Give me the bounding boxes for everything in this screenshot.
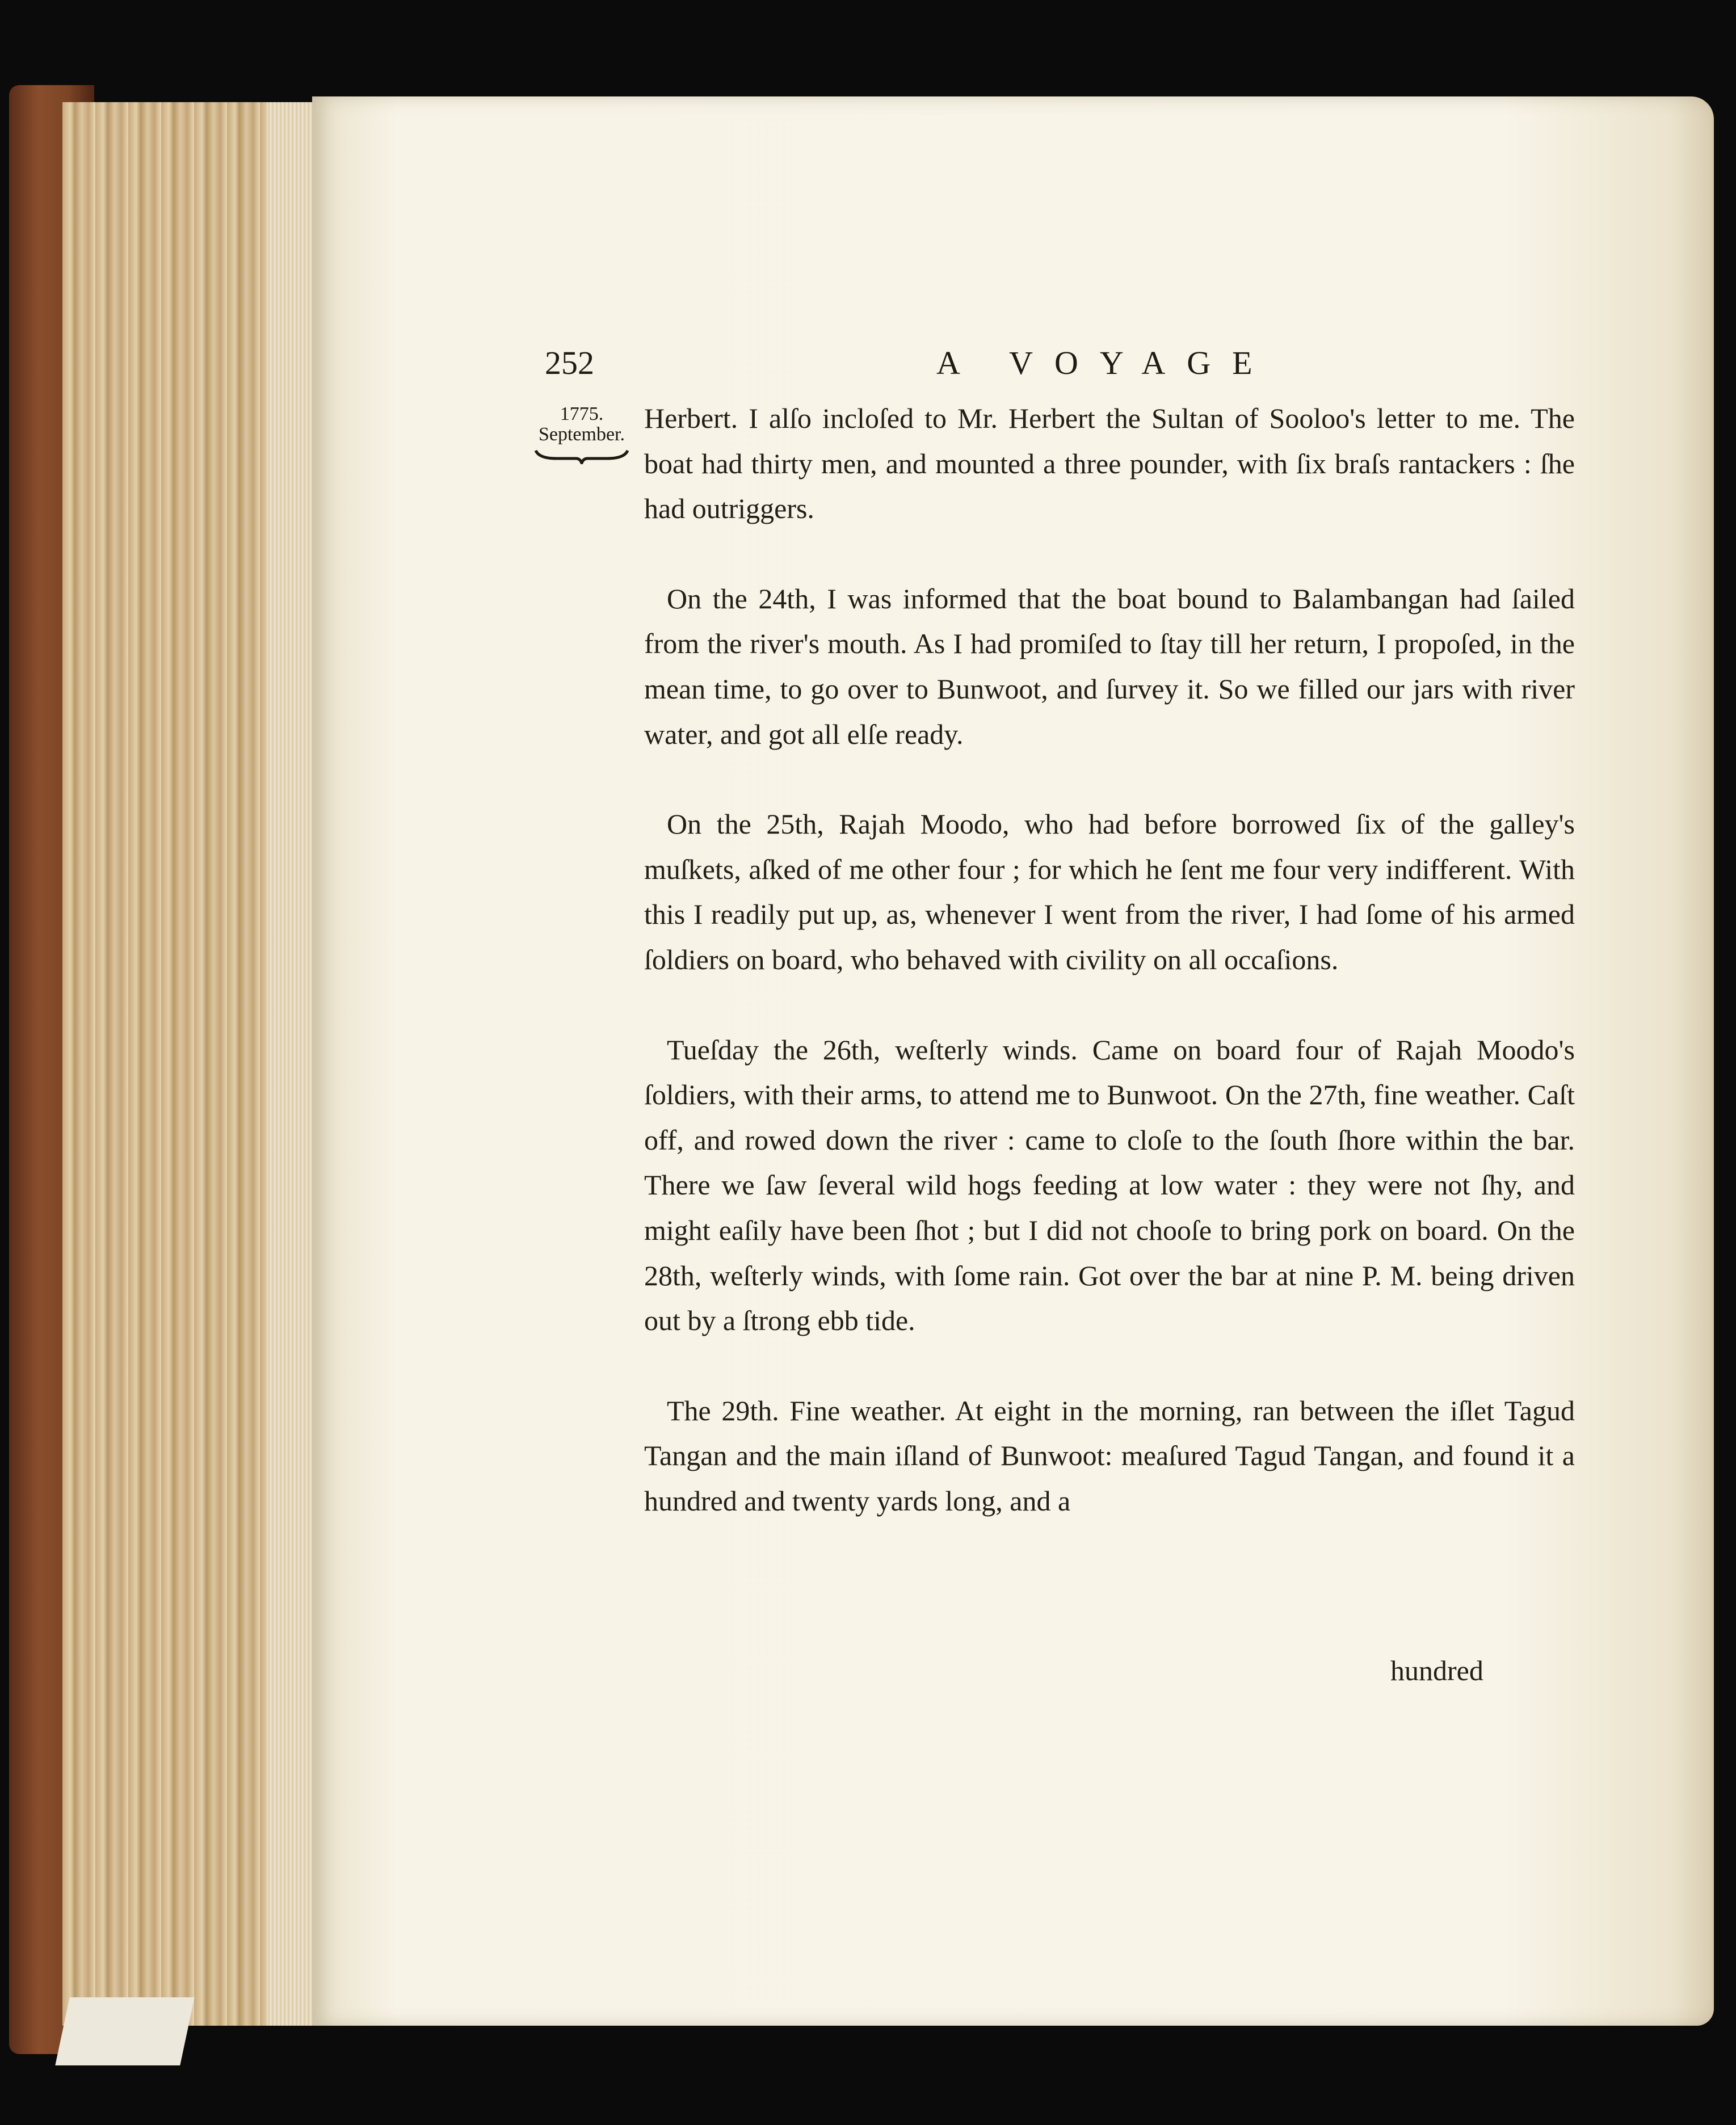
torn-leaf-scrap <box>55 1997 195 2065</box>
curly-brace-icon <box>533 448 630 464</box>
body-text <box>644 396 1575 1568</box>
margin-date-note <box>531 404 633 464</box>
margin-year: 1775. <box>560 403 604 424</box>
catchword: hundred <box>1390 1655 1483 1686</box>
paragraph-3: On the 25th, Rajah Moodo, who had before borrowed ſix of the galley's muſkets, aſked of me other four ; for which he ſent me four very indifferent. With this I readily put up, as, whenever I went from the river, I had ſome of his armed ſoldiers on board, who behaved with civility on all occaſions. <box>644 808 1575 975</box>
paragraph-2: On the 24th, I was informed that the boat bound to Balambangan had ſailed from the river's mouth. As I had promiſed to ſtay till her return, I propoſed, in the mean time, to go over to Bunwoot, and ſurvey it. So we filled our jars with river water, and got all elſe ready. <box>644 582 1575 750</box>
margin-month: September. <box>538 424 625 445</box>
paragraph-1: Herbert. I alſo incloſed to Mr. Herbert the Sultan of Sooloo's letter to me. The boat had thirty men, and mounted a three pounder, with ſix braſs rantackers : ſhe had outriggers. <box>644 402 1575 525</box>
running-title: A VOYAGE <box>936 344 1274 381</box>
page-edges <box>62 102 312 2026</box>
page-number: 252 <box>545 344 594 381</box>
paragraph-4: Tueſday the 26th, weſterly winds. Came on board four of Rajah Moodo's ſoldiers, with their arms, to attend me to Bunwoot. On the 27th, fine weather. Caſt off, and rowed down the river : came to cloſe to the ſouth ſhore within the bar. There we ſaw ſeveral wild hogs feeding at low water : they were not ſhy, and might eaſily have been ſhot ; but I did not chooſe to bring pork on board. On the 28th, weſterly winds, with ſome rain. Got over the bar at nine P. M. being driven out by a ſtrong ebb tide. <box>644 1033 1575 1337</box>
paragraph-5: The 29th. Fine weather. At eight in the morning, ran between the iſlet Tagud Tangan and the main iſland of Bunwoot: meaſured Tagud Tangan, and found it a hundred and twenty yards long, and a <box>644 1394 1575 1517</box>
